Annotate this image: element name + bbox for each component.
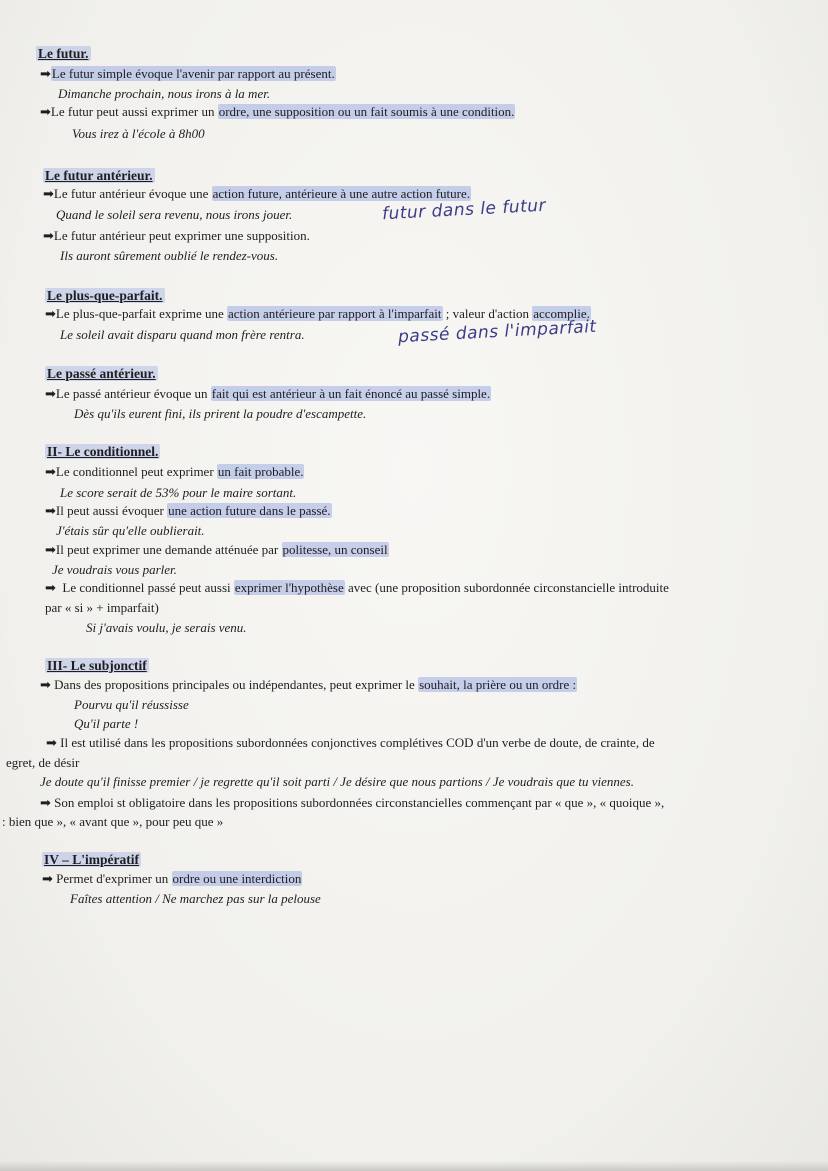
- passe-anterieur-example: Dès qu'ils eurent fini, ils prirent la poudre d'escampette.: [74, 406, 367, 421]
- heading-imperatif: IV – L'impératif: [44, 852, 139, 867]
- conditionnel-example-2: J'étais sûr qu'elle oublierait.: [56, 523, 205, 538]
- imperatif-example: Faîtes attention / Ne marchez pas sur la pelouse: [70, 891, 321, 906]
- subjonctif-rule-2: ➡ Il est utilisé dans les propositions subordonnées conjonctives complétives COD d'un verbe de doute, de crainte, de: [46, 735, 655, 750]
- conditionnel-rule-2: ➡Il peut aussi évoquer une action future dans le passé.: [45, 503, 331, 518]
- heading-conditionnel: II- Le conditionnel.: [47, 444, 159, 459]
- plus-que-parfait-rule: ➡Le plus-que-parfait exprime une action antérieure par rapport à l'imparfait ; valeur d'action accomplie.: [45, 306, 590, 321]
- futur-example-2: Vous irez à l'école à 8h00: [72, 126, 205, 141]
- arrow-icon: ➡: [43, 228, 54, 243]
- subjonctif-example-1: Pourvu qu'il réussisse: [74, 697, 189, 712]
- conditionnel-example-1: Le score serait de 53% pour le maire sortant.: [60, 485, 297, 500]
- handwritten-note-imparfait: passé dans l'imparfait: [397, 316, 598, 348]
- heading-futur-anterieur: Le futur antérieur.: [45, 168, 153, 183]
- arrow-icon: ➡: [45, 386, 56, 401]
- arrow-icon: ➡: [40, 66, 51, 81]
- arrow-icon: ➡: [45, 306, 56, 321]
- subjonctif-example-3: Je doute qu'il finisse premier / je regrette qu'il soit parti / Je désire que nous partions / Je voudrais que tu viennes.: [40, 774, 634, 789]
- futur-example-1: Dimanche prochain, nous irons à la mer.: [58, 86, 271, 101]
- futur-anterieur-rule-2: ➡Le futur antérieur peut exprimer une supposition.: [43, 228, 310, 243]
- handwritten-note-futur: futur dans le futur: [381, 195, 547, 225]
- heading-subjonctif: III- Le subjonctif: [47, 658, 147, 673]
- futur-anterieur-example-2: Ils auront sûrement oublié le rendez-vous.: [60, 248, 279, 263]
- arrow-icon: ➡: [46, 735, 57, 750]
- conditionnel-rule-4-cont: par « si » + imparfait): [45, 600, 159, 615]
- imperatif-rule: ➡ Permet d'exprimer un ordre ou une interdiction: [42, 871, 302, 886]
- subjonctif-rule-3: ➡ Son emploi st obligatoire dans les propositions subordonnées circonstancielles commençant par « que », « quoique »,: [40, 795, 665, 810]
- arrow-icon: ➡: [45, 503, 56, 518]
- arrow-icon: ➡: [45, 464, 56, 479]
- subjonctif-example-2: Qu'il parte !: [74, 716, 139, 731]
- arrow-icon: ➡: [40, 104, 51, 119]
- arrow-icon: ➡: [45, 542, 56, 557]
- subjonctif-rule-2-cont: egret, de désir: [6, 755, 80, 770]
- heading-plus-que-parfait: Le plus-que-parfait.: [47, 288, 163, 303]
- subjonctif-rule-3-cont: : bien que », « avant que », pour peu que »: [2, 814, 224, 829]
- heading-futur: Le futur.: [38, 46, 89, 61]
- passe-anterieur-rule: ➡Le passé antérieur évoque un fait qui est antérieur à un fait énoncé au passé simple.: [45, 386, 491, 401]
- futur-anterieur-example-1: Quand le soleil sera revenu, nous irons jouer.: [56, 207, 293, 222]
- futur-anterieur-rule-1: ➡Le futur antérieur évoque une action future, antérieure à une autre action future.: [43, 186, 470, 201]
- subjonctif-rule-1: ➡ Dans des propositions principales ou indépendantes, peut exprimer le souhait, la prière ou un ordre :: [40, 677, 577, 692]
- plus-que-parfait-example: Le soleil avait disparu quand mon frère rentra.: [60, 327, 305, 342]
- futur-rule-2: ➡Le futur peut aussi exprimer un ordre, une supposition ou un fait soumis à une condition.: [40, 104, 515, 119]
- conditionnel-rule-4: ➡ Le conditionnel passé peut aussi exprimer l'hypothèse avec (une proposition subordonnée circonstancielle introduite: [45, 580, 669, 595]
- arrow-icon: ➡: [43, 186, 54, 201]
- page-edge-shadow: [0, 1161, 828, 1171]
- conditionnel-example-4: Si j'avais voulu, je serais venu.: [86, 620, 247, 635]
- arrow-icon: ➡: [42, 871, 53, 886]
- heading-passe-anterieur: Le passé antérieur.: [47, 366, 156, 381]
- arrow-icon: ➡: [45, 580, 56, 595]
- conditionnel-example-3: Je voudrais vous parler.: [52, 562, 177, 577]
- conditionnel-rule-3: ➡Il peut exprimer une demande atténuée par politesse, un conseil: [45, 542, 388, 557]
- arrow-icon: ➡: [40, 677, 51, 692]
- arrow-icon: ➡: [40, 795, 51, 810]
- conditionnel-rule-1: ➡Le conditionnel peut exprimer un fait probable.: [45, 464, 304, 479]
- futur-rule-1: ➡Le futur simple évoque l'avenir par rapport au présent.: [40, 66, 335, 81]
